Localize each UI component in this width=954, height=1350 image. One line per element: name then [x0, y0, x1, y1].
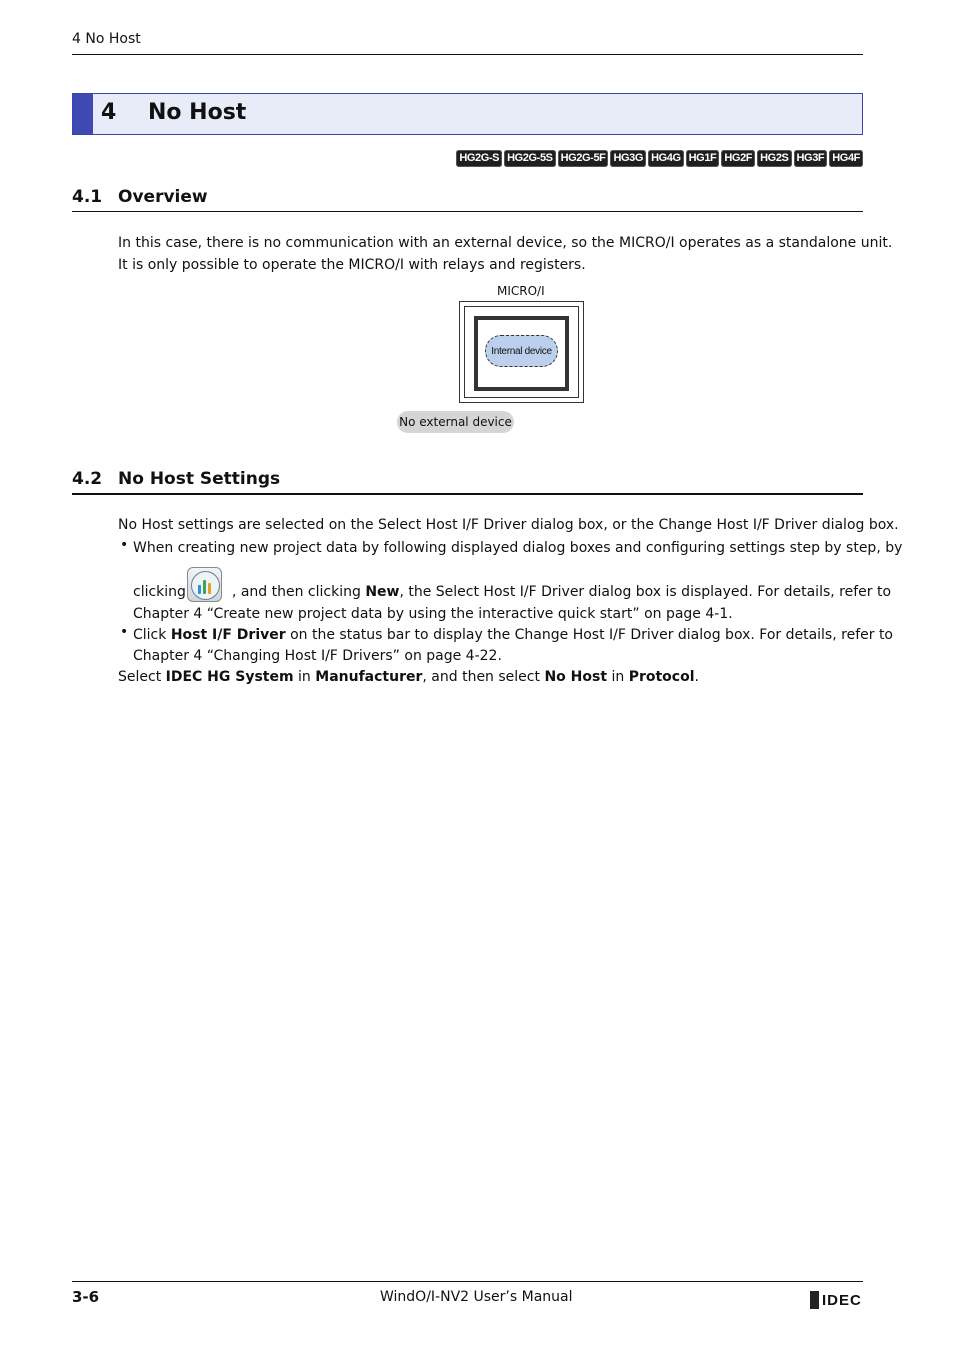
bullet-2-line-1: [133, 624, 893, 646]
bold-term: No Host: [544, 669, 608, 685]
model-badge: HG2F: [721, 150, 755, 167]
section-overview-heading: [72, 187, 863, 209]
running-header: 4 No Host: [72, 31, 141, 47]
model-badges: [456, 150, 863, 167]
bullet-1-line-2: [133, 581, 891, 603]
bullet-1-line-1: When creating new project data by following displayed dialog boxes and configuring settings step by step, by: [133, 540, 903, 556]
bullet-marker: •: [120, 624, 129, 640]
model-badge: HG3F: [794, 150, 828, 167]
section-number: 4.2: [72, 469, 103, 489]
settings-intro: No Host settings are selected on the Select Host I/F Driver dialog box, or the Change Host I/F Driver dialog box.: [118, 517, 899, 533]
model-badge: HG2S: [757, 150, 791, 167]
text-run: Click: [133, 627, 171, 643]
model-badge: HG2G-S: [456, 150, 502, 167]
section-title: No Host Settings: [118, 469, 281, 489]
section-settings-heading: [72, 469, 863, 491]
footer-rule: [72, 1281, 863, 1282]
text-run: , the Select Host I/F Driver dialog box is displayed. For details, refer to: [399, 584, 892, 600]
bold-term: IDEC HG System: [165, 669, 294, 685]
icon-bar: [208, 583, 211, 594]
text-run: in: [293, 669, 316, 685]
overview-line-2: It is only possible to operate the MICRO/I with relays and registers.: [118, 257, 586, 273]
model-badge: HG1F: [686, 150, 720, 167]
bullet-2-line-2: Chapter 4 “Changing Host I/F Drivers” on page 4-22.: [133, 648, 502, 664]
header-rule: [72, 54, 863, 55]
icon-bar: [203, 580, 206, 594]
bullet-1-line-3: Chapter 4 “Create new project data by using the interactive quick start” on page 4-1.: [133, 606, 733, 622]
section-title: Overview: [118, 187, 208, 207]
chapter-tab-accent: [73, 94, 93, 134]
bold-term: New: [365, 584, 400, 600]
text-run: on the status bar to display the Change Host I/F Driver dialog box. For details, refer to: [285, 627, 893, 643]
chapter-title: No Host: [148, 100, 247, 125]
chapter-number: 4: [101, 100, 117, 125]
bold-term: Manufacturer: [315, 669, 423, 685]
text-run: .: [694, 669, 699, 685]
model-badge: HG4F: [829, 150, 863, 167]
text-run: , and then clicking: [231, 584, 366, 600]
text-run: in: [607, 669, 629, 685]
model-badge: HG2G-5F: [558, 150, 609, 167]
overview-line-1: In this case, there is no communication with an external device, so the MICRO/I operates as a standalone unit.: [118, 235, 893, 251]
model-badge: HG3G: [610, 150, 646, 167]
manual-title: WindO/I-NV2 User’s Manual: [380, 1289, 573, 1305]
model-badge: HG4G: [648, 150, 684, 167]
quick-start-icon: [187, 567, 222, 602]
text-run: , and then select: [422, 669, 545, 685]
bullet-marker: •: [120, 537, 129, 553]
model-badge: HG2G-5S: [504, 150, 556, 167]
internal-device-label: Internal device: [485, 335, 558, 367]
page-number: 3-6: [72, 1288, 100, 1306]
device-label: MICRO/I: [497, 284, 545, 298]
text-run: Select: [118, 669, 166, 685]
chapter-banner: [72, 93, 863, 135]
bold-term: Protocol: [628, 669, 695, 685]
select-instruction: [118, 666, 699, 688]
external-device-label: No external device: [397, 411, 514, 433]
logo-mark: [810, 1291, 819, 1309]
icon-bar: [198, 585, 201, 594]
section-rule: [72, 493, 863, 495]
idec-logo: [810, 1291, 862, 1309]
section-number: 4.1: [72, 187, 103, 207]
logo-text: IDEC: [822, 1291, 862, 1309]
bold-term: Host I/F Driver: [170, 627, 286, 643]
micro-i-device: [459, 301, 584, 403]
device-screen: [474, 316, 569, 391]
device-bezel: [464, 306, 579, 398]
text-run: clicking: [133, 584, 186, 600]
section-rule: [72, 211, 863, 212]
